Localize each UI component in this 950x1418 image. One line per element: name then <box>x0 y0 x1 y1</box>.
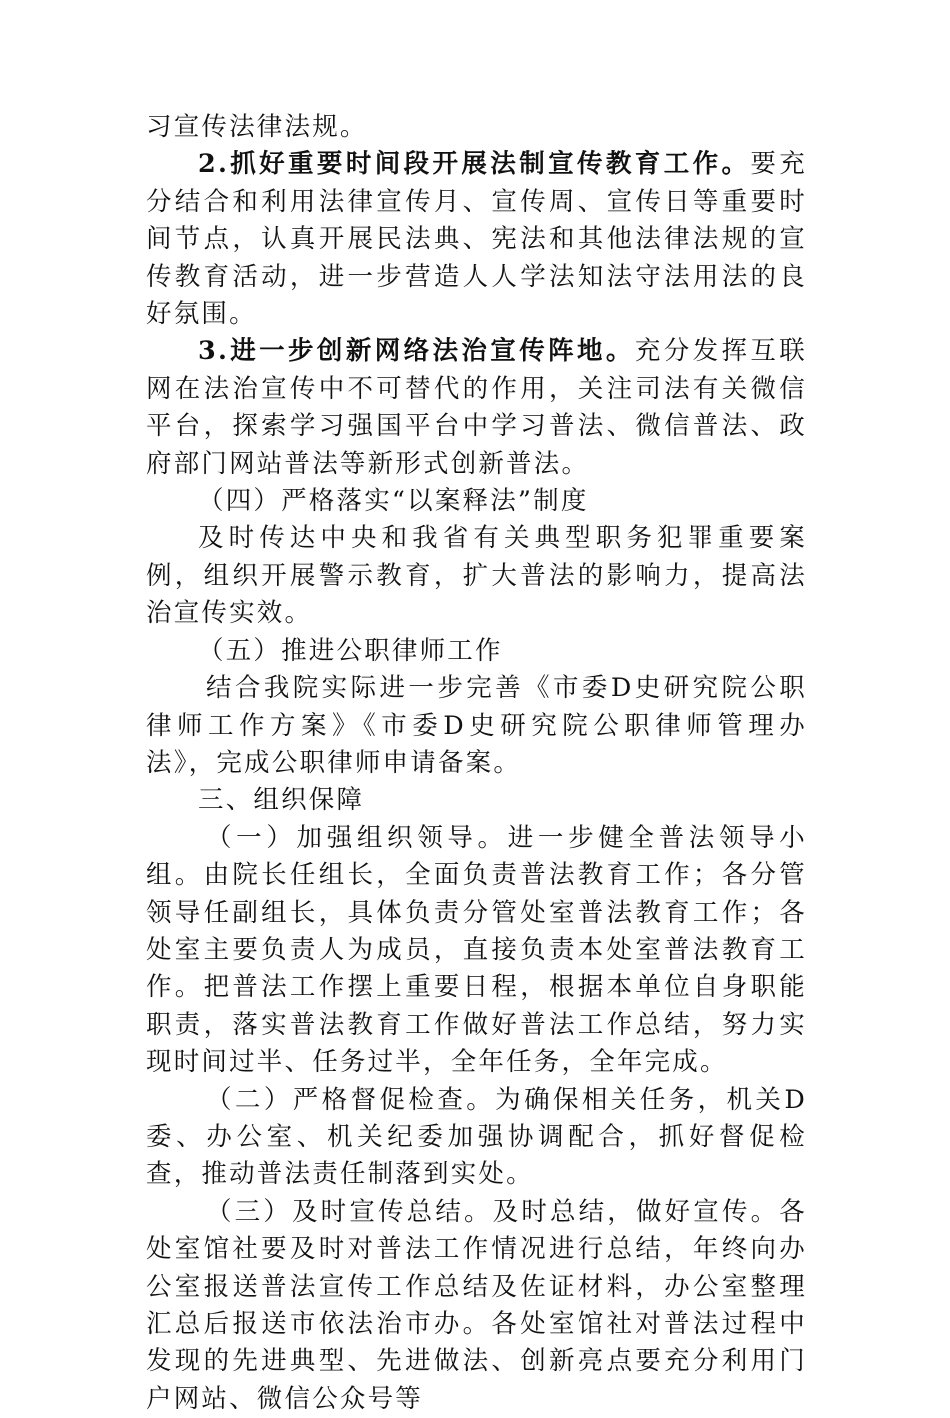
paragraph-text: 习宣传法律法规。 <box>146 112 368 142</box>
section-heading-3: 三、组织保障 <box>198 785 365 816</box>
paragraph-organization: （一）加强组织领导。进一步健全普法领导小组。由院长任组长，全面负责普法教育工作；各分管领导任副组长，具体负责分管处室普法教育工作；各处室主要负责人为成员，直接负责本处室普法教育工作。把普法工作摆上重要日程，根据本单位自身职能职责，落实普法教育工作做好普法工作总结，努力实现时间过半、任务过半，全年任务，全年完成。 <box>146 822 807 1078</box>
item-3-text: 充分发挥互联网在法治宣传中不可替代的作用，关注司法有关微信平台，探索学习强国平台中学习普法、微信普法、政府部门网站普法等新形式创新普法。 <box>146 336 808 479</box>
paragraph-public-lawyer: 结合我院实际进一步完善《市委D史研究院公职律师工作方案》《市委D史研究院公职律师管理办法》，完成公职律师申请备案。 <box>146 673 807 778</box>
subsection-heading-5: （五）推进公职律师工作 <box>198 635 503 666</box>
item-2-heading: 2.抓好重要时间段开展法制宣传教育工作。 <box>198 149 751 180</box>
item-3-heading: 3.进一步创新网络法治宣传阵地。 <box>198 336 635 367</box>
paragraph-case-law: 及时传达中央和我省有关典型职务犯罪重要案例，组织开展警示教育，扩大普法的影响力，提高法治宣传实效。 <box>146 523 807 629</box>
paragraph-item-2 <box>146 146 807 333</box>
paragraph-continuation <box>146 109 807 146</box>
item-2-text: 要充分结合和利用法律宣传月、宣传周、宣传日等重要时间节点，认真开展民法典、宪法和其他法律法规的宣传教育活动，进一步营造人人学法知法守法用法的良好氛围。 <box>146 149 808 330</box>
paragraph-summary: （三）及时宣传总结。及时总结，做好宣传。各处室馆社要及时对普法工作情况进行总结，年终向办公室报送普法宣传工作总结及佐证材料，办公室整理汇总后报送市依法治市办。各处室馆社对普法过程中发现的先进典型、先进做法、创新亮点要充分利用门户网站、微信公众号等 <box>146 1196 807 1414</box>
subsection-heading-4: （四）严格落实“以案释法”制度 <box>198 486 589 517</box>
paragraph-item-3 <box>146 333 807 483</box>
document-body <box>146 109 807 1418</box>
paragraph-supervision: （二）严格督促检查。为确保相关任务，机关D委、办公室、机关纪委加强协调配合，抓好督促检查，推动普法责任制落到实处。 <box>146 1084 807 1190</box>
